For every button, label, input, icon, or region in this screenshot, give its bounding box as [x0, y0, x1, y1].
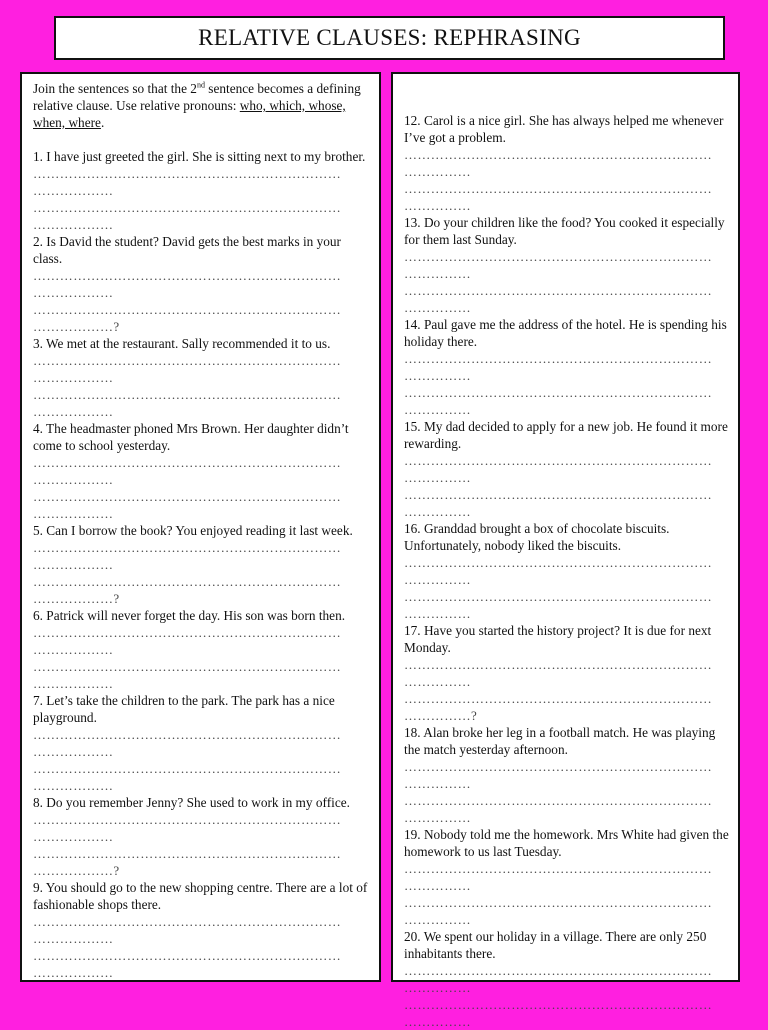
answer-line-continuation[interactable] — [404, 809, 730, 826]
answer-line-dots: ……………… — [33, 404, 114, 419]
exercise-item — [33, 335, 373, 420]
answer-line[interactable]: …………………………………………………………… — [33, 761, 342, 776]
exercise-sentence: 9. You should go to the new shopping centre. There are a lot of fashionable shops there. — [33, 880, 368, 912]
exercise-item — [33, 148, 373, 233]
answer-line-continuation[interactable] — [404, 401, 730, 418]
answer-line-continuation[interactable] — [404, 1013, 730, 1030]
answer-line[interactable]: …………………………………………………………… — [404, 351, 713, 366]
answer-line[interactable]: …………………………………………………………… — [33, 574, 342, 589]
answer-line-continuation[interactable] — [33, 590, 373, 607]
answer-line-continuation[interactable] — [33, 284, 373, 301]
answer-line[interactable]: …………………………………………………………… — [33, 914, 342, 929]
answer-line[interactable]: …………………………………………………………… — [33, 353, 342, 368]
answer-line-dots: ……………… — [33, 285, 114, 300]
answer-line-continuation[interactable] — [33, 556, 373, 573]
exercise-sentence: 17. Have you started the history project? It is due for next Monday. — [404, 623, 712, 655]
answer-line[interactable]: …………………………………………………………… — [33, 455, 342, 470]
answer-line-dots: …………… — [404, 198, 471, 213]
answer-line-continuation[interactable] — [404, 877, 730, 894]
answer-line-continuation[interactable] — [404, 299, 730, 316]
answer-line[interactable]: …………………………………………………………… — [33, 166, 342, 181]
exercise-sentence: 14. Paul gave me the address of the hotel. He is spending his holiday there. — [404, 317, 727, 349]
answer-line[interactable]: …………………………………………………………… — [404, 657, 713, 672]
exercise-item — [33, 879, 373, 981]
relative-pronouns: who, which, whose, when, where — [33, 98, 346, 130]
answer-line-dots: ……………… — [33, 557, 114, 572]
answer-line-continuation[interactable] — [404, 707, 730, 724]
answer-line-dots: …………… — [404, 708, 471, 723]
answer-line-continuation[interactable] — [33, 182, 373, 199]
answer-line[interactable]: …………………………………………………………… — [404, 385, 713, 400]
answer-line[interactable]: …………………………………………………………… — [404, 453, 713, 468]
answer-line-continuation[interactable] — [33, 505, 373, 522]
answer-line-dots: ……………… — [33, 931, 114, 946]
exercise-item — [33, 607, 373, 692]
answer-line-continuation[interactable] — [33, 777, 373, 794]
answer-line-continuation[interactable] — [404, 503, 730, 520]
instructions-end: . — [100, 115, 105, 130]
answer-line-dots: …………… — [404, 164, 471, 179]
exercise-sentence: 20. We spent our holiday in a village. There are only 250 inhabitants there. — [404, 929, 707, 961]
exercise-item — [33, 794, 373, 879]
instructions-text-2: sentence becomes a defining relative clause. Use relative pronouns: — [33, 81, 361, 113]
answer-line[interactable]: …………………………………………………………… — [404, 963, 713, 978]
exercise-item — [404, 520, 730, 622]
instructions — [33, 80, 373, 131]
exercise-item — [33, 692, 373, 794]
answer-line-dots: ……………… — [33, 778, 114, 793]
exercise-item — [404, 826, 730, 928]
exercise-item — [404, 214, 730, 316]
answer-line-dots: ……………… — [33, 642, 114, 657]
answer-line-continuation[interactable] — [33, 964, 373, 981]
exercise-sentence: 12. Carol is a nice girl. She has always helped me whenever I’ve got a problem. — [404, 113, 724, 145]
answer-line-dots: …………… — [404, 674, 471, 689]
answer-line[interactable]: …………………………………………………………… — [33, 659, 342, 674]
exercise-item — [404, 112, 730, 214]
exercise-sentence: 3. We met at the restaurant. Sally recommended it to us. — [33, 336, 331, 351]
answer-line-continuation[interactable] — [404, 605, 730, 622]
exercise-sentence: 16. Granddad brought a box of chocolate biscuits. Unfortunately, nobody liked the biscuits. — [404, 521, 670, 553]
answer-line-continuation[interactable] — [33, 403, 373, 420]
exercise-item — [404, 928, 730, 1030]
answer-line[interactable]: …………………………………………………………… — [404, 249, 713, 264]
exercise-item — [404, 622, 730, 724]
answer-line[interactable]: …………………………………………………………… — [33, 268, 342, 283]
question-mark: ? — [113, 319, 120, 334]
answer-line[interactable]: …………………………………………………………… — [404, 793, 713, 808]
answer-line[interactable]: …………………………………………………………… — [404, 589, 713, 604]
answer-line-continuation[interactable] — [404, 673, 730, 690]
answer-line-dots: …………… — [404, 606, 471, 621]
answer-line-dots: ……………… — [33, 591, 114, 606]
answer-line-continuation[interactable] — [404, 911, 730, 928]
answer-line-continuation[interactable] — [404, 571, 730, 588]
answer-line-continuation[interactable] — [404, 197, 730, 214]
answer-line[interactable]: …………………………………………………………… — [33, 727, 342, 742]
answer-line-dots: …………… — [404, 878, 471, 893]
exercise-sentence: 1. I have just greeted the girl. She is sitting next to my brother. — [33, 149, 366, 164]
exercise-sentence: 13. Do your children like the food? You cooked it especially for them last Sunday. — [404, 215, 725, 247]
right-column — [391, 72, 740, 1029]
exercise-item — [404, 418, 730, 520]
answer-line-dots: ……………… — [33, 183, 114, 198]
answer-line-dots: ……………… — [33, 472, 114, 487]
answer-line-dots: …………… — [404, 810, 471, 825]
exercise-sentence: 4. The headmaster phoned Mrs Brown. Her daughter didn’t come to school yesterday. — [33, 421, 349, 453]
answer-line-continuation[interactable] — [404, 265, 730, 282]
title-text: RELATIVE CLAUSES: REPHRASING — [198, 25, 581, 50]
instructions-sup: nd — [196, 80, 205, 90]
answer-line-continuation[interactable] — [33, 675, 373, 692]
question-mark: ? — [113, 863, 120, 878]
exercise-sentence: 18. Alan broke her leg in a football match. He was playing the match yesterday afternoon. — [404, 725, 716, 757]
exercise-sentence: 2. Is David the student? David gets the best marks in your class. — [33, 234, 341, 266]
answer-line[interactable]: …………………………………………………………… — [33, 200, 342, 215]
answer-line-continuation[interactable] — [404, 979, 730, 996]
answer-line-continuation[interactable] — [404, 775, 730, 792]
answer-line[interactable]: …………………………………………………………… — [404, 895, 713, 910]
answer-line-continuation[interactable] — [33, 471, 373, 488]
answer-line[interactable]: …………………………………………………………… — [33, 387, 342, 402]
question-mark: ? — [113, 591, 120, 606]
exercise-sentence: 5. Can I borrow the book? You enjoyed reading it last week. — [33, 523, 353, 538]
answer-line[interactable]: …………………………………………………………… — [33, 540, 342, 555]
answer-line-dots: …………… — [404, 504, 471, 519]
answer-line-continuation[interactable] — [33, 369, 373, 386]
answer-line[interactable]: …………………………………………………………… — [404, 181, 713, 196]
exercise-item — [404, 724, 730, 826]
exercise-sentence: 7. Let’s take the children to the park. The park has a nice playground. — [33, 693, 335, 725]
answer-line-dots: …………… — [404, 980, 471, 995]
answer-line-continuation[interactable] — [33, 641, 373, 658]
left-column — [20, 72, 381, 982]
exercise-sentence: 19. Nobody told me the homework. Mrs White had given the homework to us last Tuesday. — [404, 827, 729, 859]
answer-line-dots: ……………… — [33, 863, 114, 878]
worksheet-title — [54, 16, 725, 60]
question-mark: ? — [471, 708, 478, 723]
answer-line[interactable]: …………………………………………………………… — [404, 555, 713, 570]
answer-line-dots: …………… — [404, 912, 471, 927]
answer-line-continuation[interactable] — [33, 216, 373, 233]
answer-line-dots: …………… — [404, 1014, 471, 1029]
answer-line-dots: …………… — [404, 266, 471, 281]
answer-line-continuation[interactable] — [33, 318, 373, 335]
exercise-item — [33, 522, 373, 607]
right-exercise-list — [404, 112, 730, 1030]
answer-line[interactable]: …………………………………………………………… — [404, 861, 713, 876]
answer-line-continuation[interactable] — [33, 743, 373, 760]
answer-line-dots: …………… — [404, 776, 471, 791]
answer-line-dots: ……………… — [33, 370, 114, 385]
answer-line-continuation[interactable] — [33, 930, 373, 947]
answer-line[interactable]: …………………………………………………………… — [404, 691, 713, 706]
answer-line-dots: …………… — [404, 470, 471, 485]
exercise-sentence: 15. My dad decided to apply for a new job. He found it more rewarding. — [404, 419, 728, 451]
answer-line-dots: …………… — [404, 300, 471, 315]
answer-line-dots: ……………… — [33, 965, 114, 980]
answer-line-dots: ……………… — [33, 319, 114, 334]
answer-line-dots: ……………… — [33, 744, 114, 759]
answer-line-dots: ……………… — [33, 829, 114, 844]
answer-line-continuation[interactable] — [33, 828, 373, 845]
answer-line[interactable]: …………………………………………………………… — [33, 812, 342, 827]
exercise-sentence: 6. Patrick will never forget the day. His son was born then. — [33, 608, 346, 623]
answer-line-continuation[interactable] — [404, 163, 730, 180]
answer-line[interactable]: …………………………………………………………… — [33, 846, 342, 861]
exercise-item — [33, 420, 373, 522]
answer-line-dots: ……………… — [33, 506, 114, 521]
exercise-item — [33, 233, 373, 335]
answer-line-continuation[interactable] — [404, 367, 730, 384]
answer-line-dots: …………… — [404, 572, 471, 587]
answer-line-continuation[interactable] — [404, 469, 730, 486]
answer-line[interactable]: …………………………………………………………… — [33, 948, 342, 963]
answer-line[interactable]: …………………………………………………………… — [33, 302, 342, 317]
answer-line[interactable]: …………………………………………………………… — [404, 487, 713, 502]
answer-line-continuation[interactable] — [33, 862, 373, 879]
exercise-item — [404, 316, 730, 418]
answer-line-dots: …………… — [404, 402, 471, 417]
exercise-sentence: 8. Do you remember Jenny? She used to work in my office. — [33, 795, 350, 810]
answer-line[interactable]: …………………………………………………………… — [404, 283, 713, 298]
answer-line-dots: …………… — [404, 368, 471, 383]
answer-line[interactable]: …………………………………………………………… — [33, 625, 342, 640]
instructions-text: Join the sentences so that the 2 — [33, 81, 197, 96]
answer-line[interactable]: …………………………………………………………… — [404, 997, 713, 1012]
answer-line[interactable]: …………………………………………………………… — [404, 147, 713, 162]
answer-line-dots: ……………… — [33, 217, 114, 232]
left-exercise-list — [33, 148, 373, 981]
answer-line-dots: ……………… — [33, 676, 114, 691]
answer-line[interactable]: …………………………………………………………… — [33, 489, 342, 504]
answer-line[interactable]: …………………………………………………………… — [404, 759, 713, 774]
